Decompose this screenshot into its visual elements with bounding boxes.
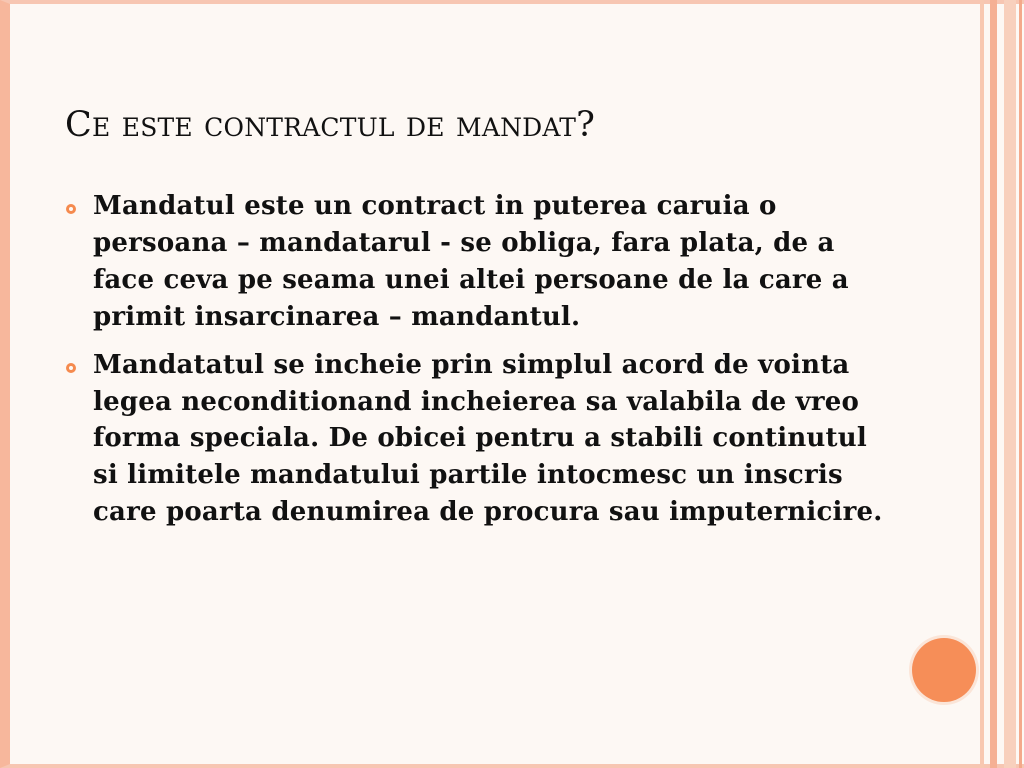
bullet-item xyxy=(60,188,890,336)
right-stripe xyxy=(1004,0,1016,768)
open-circle-bullet-icon xyxy=(66,363,76,373)
bullet-text: Mandatatul se incheie prin simplul acord de vointa legea neconditionand incheierea sa valabila de vreo forma speciala. De obicei pentru a stabili continutul si limitele mandatului partile intocmesc un inscris care poarta denumirea de procura sau imputernicire. xyxy=(93,349,883,528)
bullet-list xyxy=(60,188,890,542)
right-stripe xyxy=(1019,0,1022,768)
right-stripe xyxy=(980,0,984,768)
decorative-right-stripes xyxy=(980,0,1024,768)
slide-title: Ce este contractul de mandat? xyxy=(65,105,596,145)
bullet-text: Mandatul este un contract in puterea caruia o persoana – mandatarul - se obliga, fara plata, de a face ceva pe seama unei altei persoane de la care a primit insarcinarea – mandantul. xyxy=(93,191,849,332)
right-stripe xyxy=(990,0,997,768)
bullet-item xyxy=(60,347,890,532)
open-circle-bullet-icon xyxy=(66,204,76,214)
accent-circle-icon xyxy=(912,638,976,702)
